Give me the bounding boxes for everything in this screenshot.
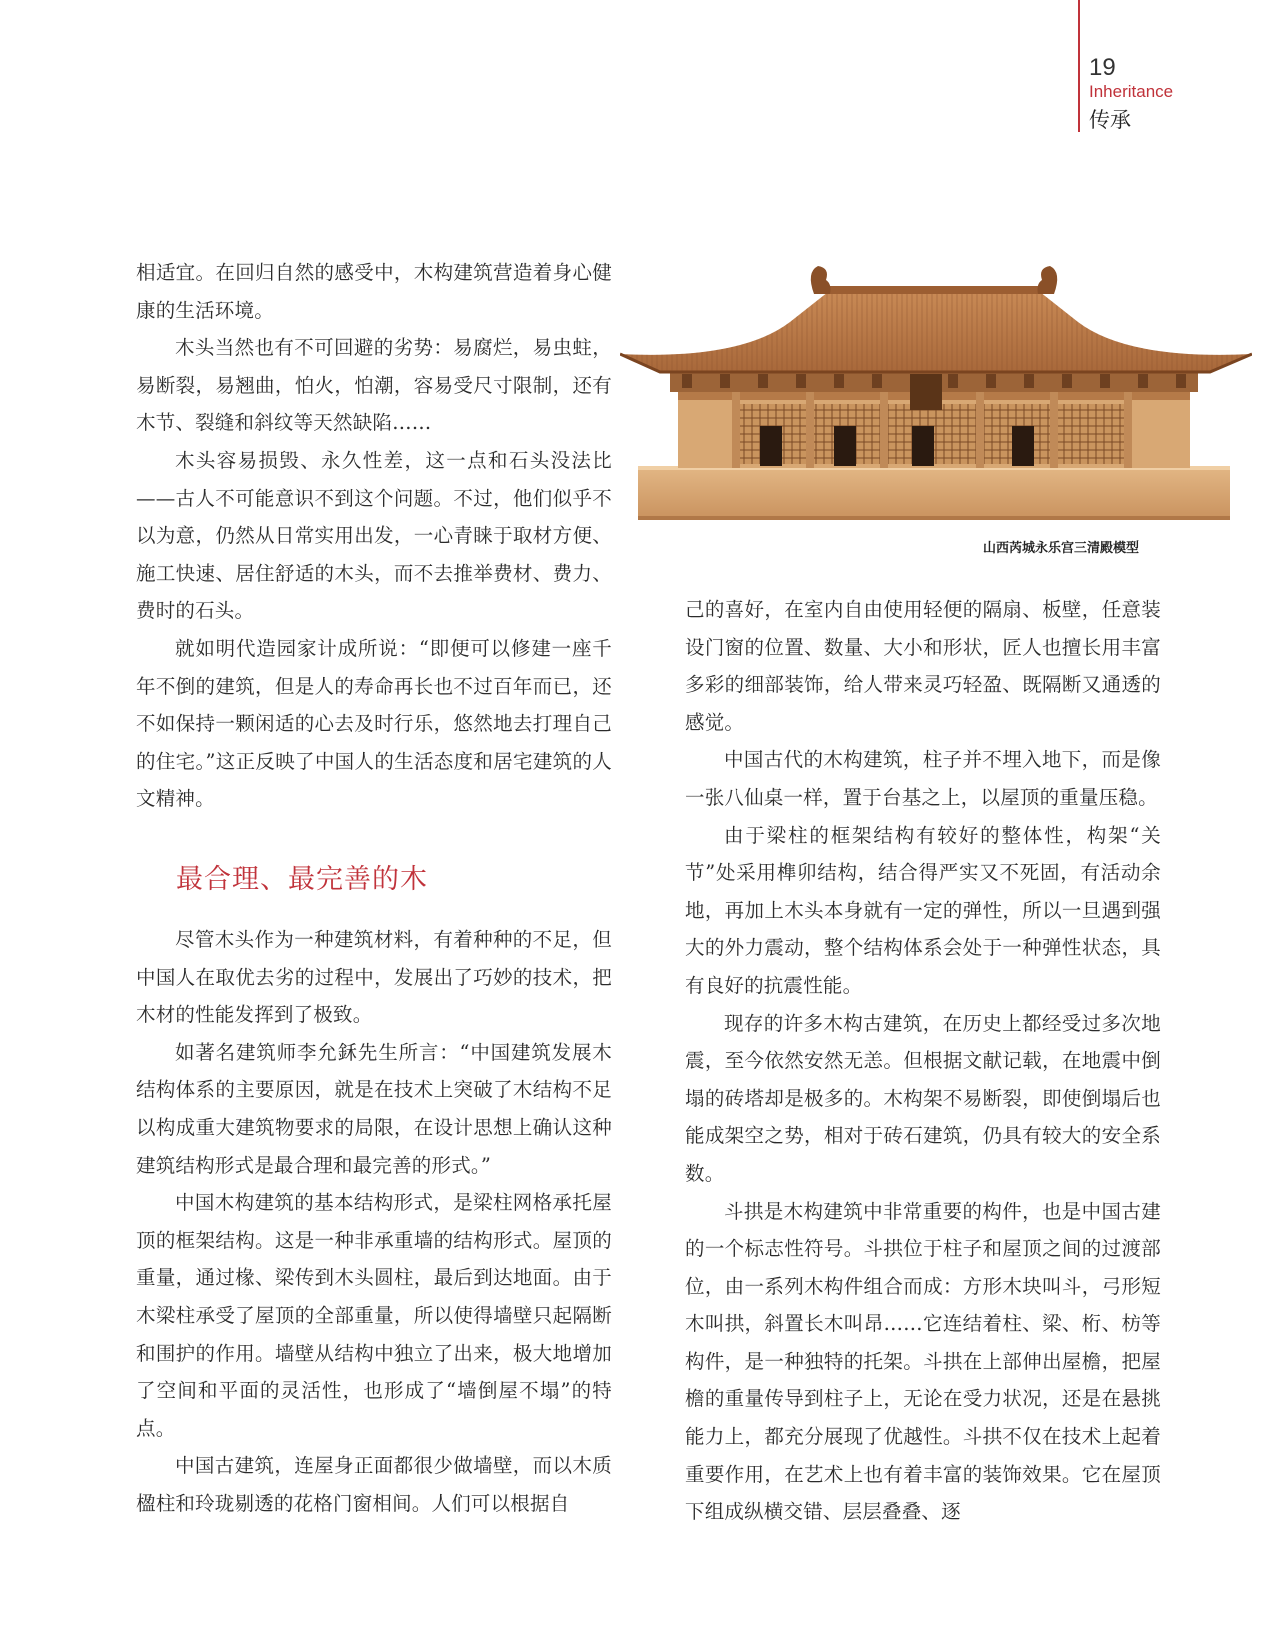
paragraph: 现存的许多木构古建筑，在历史上都经受过多次地震，至今依然安然无恙。但根据文献记载，在地震中倒塌的砖塔却是极多的。木构架不易断裂，即使倒塌后也能成架空之势，相对于砖石建筑，仍具有较大的安全系数。 [685,1011,1161,1185]
door [912,426,934,466]
paragraph: 中国木构建筑的基本结构形式，是梁柱网格承托屋顶的框架结构。这是一种非承重墙的结构形式。屋顶的重量，通过椽、梁传到木头圆柱，最后到达地面。由于木梁柱承受了屋顶的全部重量，所以使得墙壁只起隔断和围护的作用。墙壁从结构中独立了出来，极大地增加了空间和平面的灵活性，也形成了“墙倒屋不塌”的特点。 [136,1191,612,1440]
figure-caption: 山西芮城永乐宫三清殿模型 [983,541,1140,556]
left-column-bottom [136,921,612,1523]
section-label-en: Inheritance [1089,82,1174,101]
paragraph: 己的喜好，在室内自由使用轻便的隔扇、板壁，任意装设门窗的位置、数量、大小和形状，匠人也擅长用丰富多彩的细部装饰，给人带来灵巧轻盈、既隔断又通透的感觉。 [685,598,1161,734]
ridge-ornament-right [1038,266,1058,294]
paragraph: 就如明代造园家计成所说：“即便可以修建一座千年不倒的建筑，但是人的寿命再长也不过百年而已，还不如保持一颗闲适的心去及时行乐，悠然地去打理自己的住宅。”这正反映了中国人的生活态度和居宅建筑的人文精神。 [136,636,612,811]
roof-ridge [820,286,1048,294]
paragraph: 木头当然也有不可回避的劣势：易腐烂，易虫蛀，易断裂，易翘曲，怕火，怕潮，容易受尺寸限制，还有木节、裂缝和斜纹等天然缺陷…… [136,336,612,435]
model-base [638,468,1230,520]
plaque [910,374,942,410]
door [1012,426,1034,466]
paragraph: 尽管木头作为一种建筑材料，有着种种的不足，但中国人在取优去劣的过程中，发展出了巧妙的技术，把木材的性能发挥到了极致。 [136,928,612,1027]
paragraph: 中国古建筑，连屋身正面都很少做墙壁，而以木质楹柱和玲珑剔透的花格门窗相间。人们可以根据自 [136,1454,612,1515]
ridge-ornament-left [811,266,831,294]
left-column-top [136,254,612,818]
page-number: 19 [1089,54,1116,81]
paragraph: 相适宜。在回归自然的感受中，木构建筑营造着身心健康的生活环境。 [136,261,612,322]
temple-model-photo [620,262,1252,542]
paragraph: 如著名建筑师李允鉌先生所言：“中国建筑发展木结构体系的主要原因，就是在技术上突破了木结构不足以构成重大建筑物要求的局限，在设计思想上确认这种建筑结构形式是最合理和最完善的形式。” [136,1040,612,1177]
section-heading: 最合理、最完善的木 [176,864,428,895]
door [760,426,782,466]
paragraph: 木头容易损毁、永久性差，这一点和石头没法比——古人不可能意识不到这个问题。不过，他们似乎不以为意，仍然从日常实用出发，一心青睐于取材方便、施工快速、居住舒适的木头，而不去推举费材、费力、费时的石头。 [136,448,612,623]
header-accent-line [1078,0,1080,132]
section-label-cn: 传承 [1089,108,1131,132]
door [834,426,856,466]
paragraph: 中国古代的木构建筑，柱子并不埋入地下，而是像一张八仙桌一样，置于台基之上，以屋顶的重量压稳。 [685,748,1161,809]
right-column [685,591,1161,1531]
paragraph: 由于梁柱的框架结构有较好的整体性，构架“关节”处采用榫卯结构，结合得严实又不死固，有活动余地，再加上木头本身就有一定的弹性，所以一旦遇到强大的外力震动，整个结构体系会处于一种弹性状态，具有良好的抗震性能。 [685,823,1161,997]
paragraph: 斗拱是木构建筑中非常重要的构件，也是中国古建的一个标志性符号。斗拱位于柱子和屋顶之间的过渡部位，由一系列木构件组合而成：方形木块叫斗，弓形短木叫拱，斜置长木叫昂……它连结着柱、梁、桁、枋等构件，是一种独特的托架。斗拱在上部伸出屋檐，把屋檐的重量传导到柱子上，无论在受力状况，还是在悬挑能力上，都充分展现了优越性。斗拱不仅在技术上起着重要作用，在艺术上也有着丰富的装饰效果。它在屋顶下组成纵横交错、层层叠叠、逐 [685,1199,1161,1524]
